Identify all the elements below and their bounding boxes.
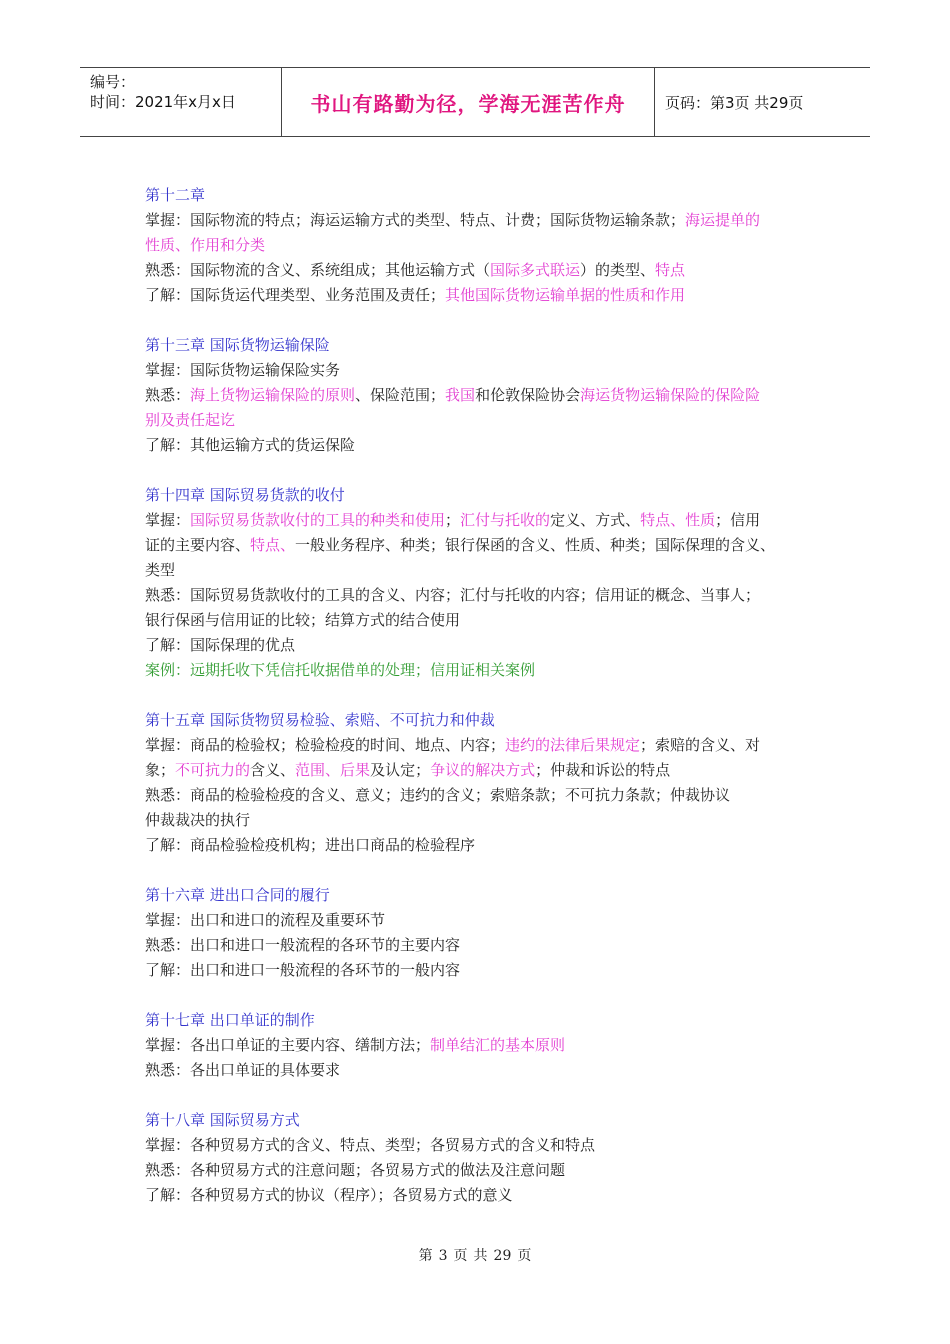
highlight-segment: 海运提单的: [685, 211, 761, 229]
text-segment: 和伦敦保险协会: [475, 386, 581, 404]
text-segment: 掌握：: [145, 511, 191, 529]
text-line: 熟悉：商品的检验检疫的含义、意义；违约的含义；索赔条款；不可抗力条款；仲裁协议: [145, 786, 731, 804]
text-line: 类型: [145, 561, 176, 579]
chapter-18: [145, 1108, 845, 1208]
text-line: 了解：各种贸易方式的协议（程序）；各贸易方式的意义: [145, 1186, 513, 1204]
highlight-segment: 海运货物运输保险的保险险: [580, 386, 761, 404]
text-segment: 象；: [145, 761, 176, 779]
chapter-title: 第十四章 国际贸易货款的收付: [145, 486, 345, 504]
text-segment: 熟悉：: [145, 386, 191, 404]
text-line: 熟悉：各种贸易方式的注意问题；各贸易方式的做法及注意问题: [145, 1161, 566, 1179]
text-line: [145, 533, 845, 558]
footer-total-pages: 29: [493, 1248, 512, 1264]
case-line: 案例：远期托收下凭信托收据借单的处理；信用证相关案例: [145, 661, 536, 679]
text-line: [145, 733, 845, 758]
chapter-16: [145, 883, 845, 983]
text-line: 掌握：各种贸易方式的含义、特点、类型；各贸易方式的含义和特点: [145, 1136, 596, 1154]
text-segment: 掌握：各出口单证的主要内容、缮制方法；: [145, 1036, 431, 1054]
highlight-segment: 国际贸易货款收付的工具的种类和使用: [190, 511, 446, 529]
highlight-line: 别及责任起讫: [145, 411, 236, 429]
text-line: 熟悉：各出口单证的具体要求: [145, 1061, 341, 1079]
text-segment: 证的主要内容、: [145, 536, 251, 554]
header-motto: 书山有路勤为径，学海无涯苦作舟: [282, 68, 655, 136]
text-line: 银行保函与信用证的比较；结算方式的结合使用: [145, 611, 461, 629]
document-body: [145, 183, 845, 1233]
chapter-title: 第十七章 出口单证的制作: [145, 1011, 315, 1029]
text-line: 了解：商品检验检疫机构；进出口商品的检验程序: [145, 836, 476, 854]
chapter-title: 第十三章 国际货物运输保险: [145, 336, 330, 354]
text-line: [145, 383, 845, 408]
chapter-14: [145, 483, 845, 683]
text-segment: ；: [445, 511, 461, 529]
text-segment: 、保险范围；: [355, 386, 446, 404]
chapter-13: [145, 333, 845, 458]
text-line: 熟悉：国际贸易货款收付的工具的含义、内容；汇付与托收的内容；信用证的概念、当事人；: [145, 586, 761, 604]
highlight-segment: 特点、性质: [640, 511, 716, 529]
highlight-segment: 制单结汇的基本原则: [430, 1036, 566, 1054]
highlight-segment: 我国: [445, 386, 476, 404]
highlight-line: 性质、作用和分类: [145, 236, 266, 254]
text-segment: ；索赔的含义、对: [640, 736, 761, 754]
text-line: 熟悉：出口和进口一般流程的各环节的主要内容: [145, 936, 461, 954]
text-line: 仲裁裁决的执行: [145, 811, 251, 829]
highlight-segment: 汇付与托收的: [460, 511, 551, 529]
text-segment: ；信用: [715, 511, 761, 529]
text-line: [145, 283, 845, 308]
header-page-number: 页码：第3页 共29页: [665, 93, 804, 112]
text-segment: 熟悉：国际物流的含义、系统组成；其他运输方式（: [145, 261, 491, 279]
text-segment: 及认定；: [370, 761, 431, 779]
text-segment: 掌握：国际物流的特点；海运运输方式的类型、特点、计费；国际货物运输条款；: [145, 211, 686, 229]
footer-current-page: 3: [438, 1248, 448, 1264]
chapter-12: [145, 183, 845, 308]
highlight-segment: 其他国际货物运输单据的性质和作用: [445, 286, 686, 304]
text-segment: 一般业务程序、种类；银行保函的含义、性质、种类；国际保理的含义、: [295, 536, 776, 554]
text-line: [145, 758, 845, 783]
footer-total-of: 共: [473, 1248, 488, 1264]
text-segment: ）的类型、: [580, 261, 656, 279]
text-line: 了解：国际保理的优点: [145, 636, 296, 654]
highlight-segment: 国际多式联运: [490, 261, 581, 279]
text-line: 了解：其他运输方式的货运保险: [145, 436, 356, 454]
text-line: [145, 508, 845, 533]
chapter-15: [145, 708, 845, 858]
highlight-segment: 海上货物运输保险的原则: [190, 386, 356, 404]
text-line: [145, 1033, 845, 1058]
text-segment: 定义、方式、: [550, 511, 641, 529]
text-segment: 含义、: [250, 761, 296, 779]
page-footer: [0, 1245, 950, 1265]
text-line: 掌握：国际货物运输保险实务: [145, 361, 341, 379]
chapter-title: 第十五章 国际货物贸易检验、索赔、不可抗力和仲裁: [145, 711, 495, 729]
chapter-title: 第十八章 国际贸易方式: [145, 1111, 300, 1129]
highlight-segment: 争议的解决方式: [430, 761, 536, 779]
document-number-label: 编号：: [90, 73, 136, 91]
highlight-segment: 特点、: [250, 536, 296, 554]
text-line: [145, 258, 845, 283]
chapter-17: [145, 1008, 845, 1083]
footer-page-of: 第: [418, 1248, 433, 1264]
highlight-segment: 不可抗力的: [175, 761, 251, 779]
text-line: [145, 208, 845, 233]
text-segment: ；仲裁和诉讼的特点: [535, 761, 671, 779]
highlight-segment: 违约的法律后果规定: [505, 736, 641, 754]
highlight-segment: 范围、后果: [295, 761, 371, 779]
footer-page-unit: 页: [453, 1248, 468, 1264]
header-meta: [80, 68, 282, 136]
chapter-title: 第十六章 进出口合同的履行: [145, 886, 330, 904]
document-date: 时间：2021年x月x日: [90, 93, 236, 111]
page-header: [80, 67, 870, 137]
text-line: 了解：出口和进口一般流程的各环节的一般内容: [145, 961, 461, 979]
highlight-segment: 特点: [655, 261, 686, 279]
chapter-title: 第十二章: [145, 186, 206, 204]
footer-total-unit: 页: [517, 1248, 532, 1264]
text-line: 掌握：出口和进口的流程及重要环节: [145, 911, 386, 929]
text-segment: 了解：国际货运代理类型、业务范围及责任；: [145, 286, 446, 304]
text-segment: 掌握：商品的检验权；检验检疫的时间、地点、内容；: [145, 736, 506, 754]
